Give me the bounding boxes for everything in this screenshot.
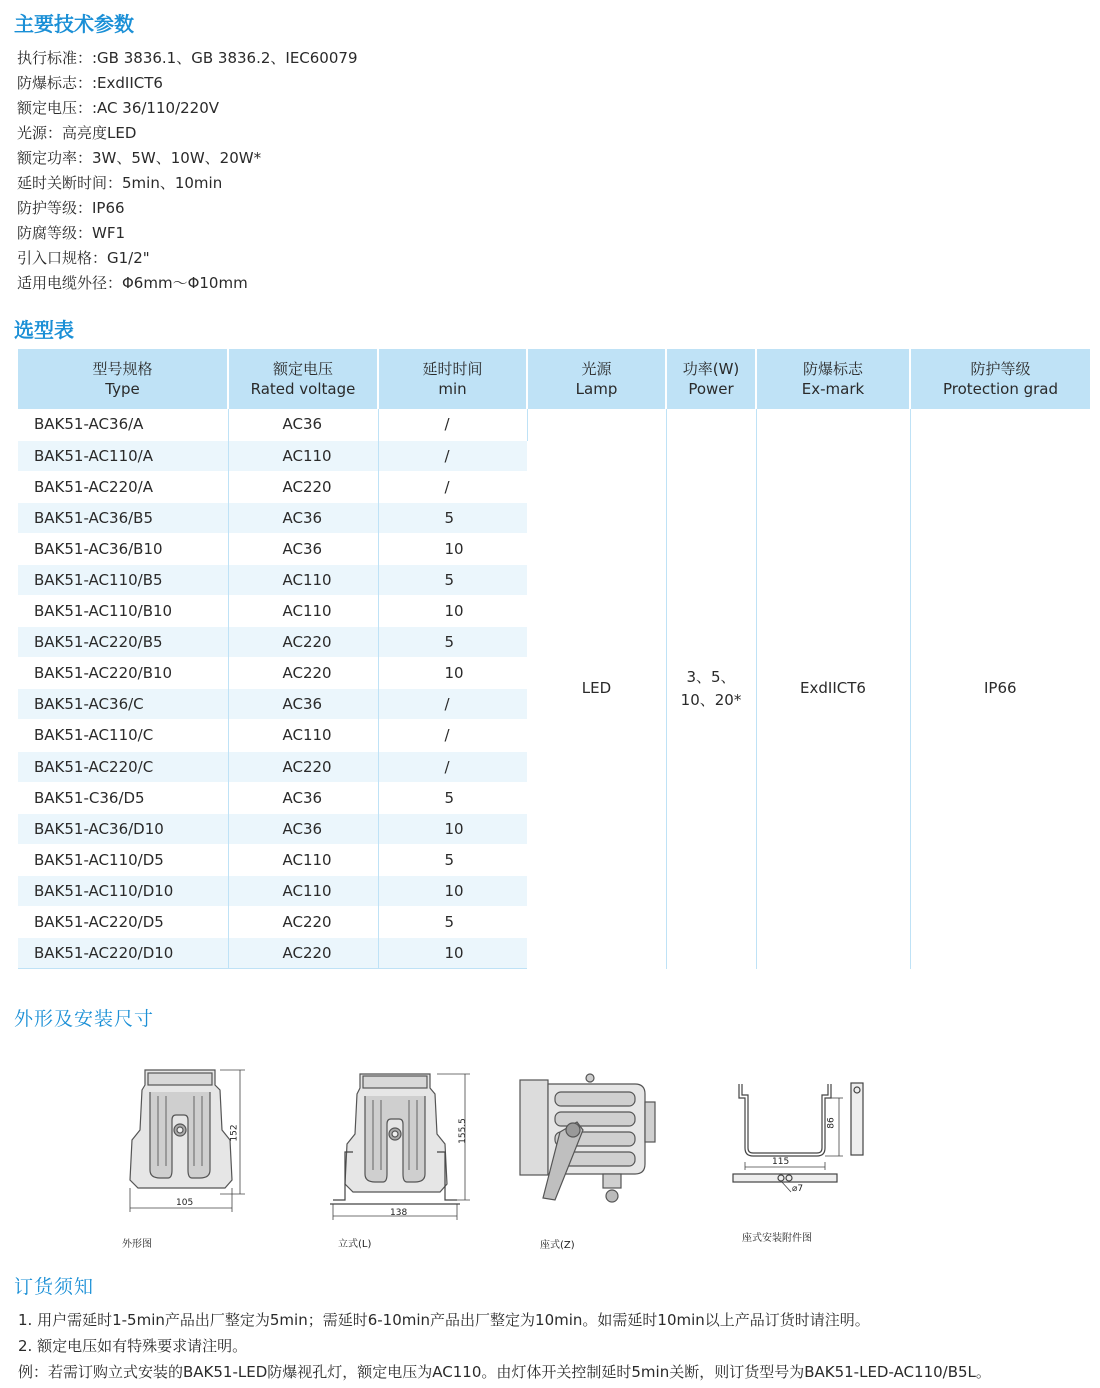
seat-mount-drawing bbox=[515, 1072, 665, 1212]
type-cell: BAK51-AC110/B10 bbox=[18, 596, 228, 627]
spec-list bbox=[17, 46, 357, 296]
fig1-height-label: 152 bbox=[229, 1124, 240, 1142]
header-cn-label: 延时时间 bbox=[422, 360, 483, 378]
fig1-caption: 外形图 bbox=[122, 1239, 152, 1250]
delay-cell: 10 bbox=[444, 539, 464, 558]
fig2-height-label: 155.5 bbox=[457, 1118, 468, 1144]
spec-line: 额定功率：3W、5W、10W、20W* bbox=[17, 149, 262, 167]
fig4-hole-label bbox=[792, 1184, 803, 1194]
type-cell: BAK51-AC220/D10 bbox=[18, 938, 228, 969]
header-cn-label: 型号规格 bbox=[92, 360, 153, 378]
voltage-cell: AC220 bbox=[228, 471, 378, 502]
type-cell: BAK51-AC110/C bbox=[18, 720, 228, 751]
header-cn-label: 光源 bbox=[581, 360, 612, 378]
delay-cell: 10 bbox=[378, 813, 527, 844]
voltage-cell: AC110 bbox=[228, 844, 378, 875]
ordering-note: 2. 额定电压如有特殊要求请注明。 bbox=[18, 1337, 248, 1355]
voltage-cell: AC36 bbox=[228, 502, 378, 533]
voltage-cell: AC110 bbox=[228, 596, 378, 627]
fig4-hole-value: 7 bbox=[797, 1184, 804, 1194]
table-header-cell bbox=[756, 349, 910, 409]
voltage-cell: AC36 bbox=[228, 813, 378, 844]
ordering-note: 例：若需订购立式安装的BAK51-LED防爆视孔灯，额定电压为AC110。由灯体开关控制延时5min关断，则订货型号为BAK51-LED-AC110/B5L。 bbox=[18, 1363, 991, 1381]
header-en-label: Type bbox=[105, 380, 140, 398]
table-header-cell bbox=[18, 349, 228, 409]
table-header-cell bbox=[666, 349, 756, 409]
voltage-cell: AC110 bbox=[228, 440, 378, 471]
ex-mark-value: ExdIICT6 bbox=[800, 679, 866, 698]
delay-cell: / bbox=[378, 409, 527, 440]
type-cell: BAK51-AC220/C bbox=[18, 751, 228, 782]
type-cell: BAK51-AC36/B5 bbox=[18, 502, 228, 533]
fig3-caption: 座式(Z) bbox=[540, 1240, 575, 1251]
delay-cell: / bbox=[444, 477, 450, 496]
selection-title: 选型表 bbox=[14, 318, 74, 342]
fig2-caption: 立式(L) bbox=[338, 1239, 372, 1250]
power-cell bbox=[666, 409, 756, 969]
spec-line: 防腐等级：WF1 bbox=[17, 224, 126, 242]
fig4-width-label: 115 bbox=[772, 1157, 790, 1167]
delay-cell: 5 bbox=[378, 564, 527, 595]
voltage-cell: AC220 bbox=[228, 658, 378, 689]
dimensions-title: 外形及安装尺寸 bbox=[14, 1008, 155, 1030]
voltage-cell: AC36 bbox=[228, 689, 378, 720]
voltage-cell: AC36 bbox=[228, 409, 378, 440]
header-cn-label: 功率(W) bbox=[682, 360, 740, 378]
voltage-cell: AC220 bbox=[228, 751, 378, 782]
header-en-label: Rated voltage bbox=[250, 380, 356, 398]
delay-cell: 10 bbox=[378, 875, 527, 906]
type-cell: BAK51-C36/D5 bbox=[18, 782, 228, 813]
spec-line: 执行标准：:GB 3836.1、GB 3836.2、IEC60079 bbox=[17, 49, 358, 67]
type-cell: BAK51-AC110/A bbox=[18, 440, 228, 471]
table-header-cell bbox=[378, 349, 527, 409]
delay-cell: 5 bbox=[444, 913, 455, 932]
lamp-cell bbox=[527, 409, 666, 969]
header-cn-label: 额定电压 bbox=[272, 360, 333, 378]
main-params-title: 主要技术参数 bbox=[14, 12, 134, 36]
ordering-title: 订货须知 bbox=[14, 1276, 95, 1298]
ordering-notes bbox=[18, 1307, 991, 1385]
table-row bbox=[18, 409, 1090, 440]
fig1-width-label: 105 bbox=[176, 1198, 194, 1208]
delay-cell: / bbox=[378, 689, 527, 720]
delay-cell: 5 bbox=[378, 627, 527, 658]
delay-cell: 5 bbox=[444, 788, 455, 807]
lamp-value: LED bbox=[581, 679, 612, 698]
delay-cell: 10 bbox=[444, 602, 464, 621]
type-cell: BAK51-AC36/B10 bbox=[18, 533, 228, 564]
delay-cell: 10 bbox=[378, 938, 527, 969]
protection-value: IP66 bbox=[983, 679, 1017, 698]
type-cell: BAK51-AC110/D5 bbox=[18, 844, 228, 875]
header-cn-label: 防爆标志 bbox=[802, 360, 863, 378]
voltage-cell: AC36 bbox=[228, 533, 378, 564]
type-cell: BAK51-AC110/D10 bbox=[18, 875, 228, 906]
fig2-width-label: 138 bbox=[390, 1208, 408, 1218]
voltage-cell: AC220 bbox=[228, 938, 378, 969]
header-en-label: Power bbox=[688, 380, 734, 398]
delay-cell: 10 bbox=[444, 664, 464, 683]
vertical-mount-drawing bbox=[325, 1060, 475, 1225]
power-line-1: 3、5、 bbox=[686, 667, 736, 686]
spec-line: 额定电压：:AC 36/110/220V bbox=[17, 99, 220, 117]
delay-cell: / bbox=[378, 751, 527, 782]
delay-cell: / bbox=[444, 726, 450, 745]
table-header-row bbox=[18, 349, 1090, 409]
type-cell: BAK51-AC220/B5 bbox=[18, 627, 228, 658]
delay-cell: 5 bbox=[444, 850, 455, 869]
header-en-label: min bbox=[438, 380, 467, 398]
diameter-icon: ⌀ bbox=[792, 1184, 798, 1194]
spec-line: 防护等级：IP66 bbox=[17, 199, 125, 217]
fig4-height-label: 86 bbox=[826, 1117, 837, 1129]
delay-cell: / bbox=[378, 440, 527, 471]
type-cell: BAK51-AC36/C bbox=[18, 689, 228, 720]
voltage-cell: AC220 bbox=[228, 907, 378, 938]
selection-table bbox=[18, 349, 1090, 969]
table-header-cell bbox=[527, 349, 666, 409]
spec-line: 延时关断时间：5min、10min bbox=[17, 174, 223, 192]
type-cell: BAK51-AC36/A bbox=[18, 409, 228, 440]
type-cell: BAK51-AC36/D10 bbox=[18, 813, 228, 844]
table-header-cell bbox=[910, 349, 1090, 409]
protection-cell bbox=[910, 409, 1090, 969]
power-line-2: 10、20* bbox=[680, 690, 742, 709]
spec-line: 光源：高亮度LED bbox=[17, 124, 137, 142]
voltage-cell: AC36 bbox=[228, 782, 378, 813]
voltage-cell: AC110 bbox=[228, 875, 378, 906]
ex-mark-cell bbox=[756, 409, 910, 969]
type-cell: BAK51-AC220/B10 bbox=[18, 658, 228, 689]
ordering-note: 1. 用户需延时1-5min产品出厂整定为5min；需延时6-10min产品出厂整定为10min。如需延时10min以上产品订货时请注明。 bbox=[18, 1311, 870, 1329]
fig4-caption: 座式安装附件图 bbox=[742, 1233, 812, 1244]
header-en-label: Lamp bbox=[575, 380, 618, 398]
delay-cell: 5 bbox=[378, 502, 527, 533]
spec-line: 防爆标志：:ExdIICT6 bbox=[17, 74, 163, 92]
type-cell: BAK51-AC220/A bbox=[18, 471, 228, 502]
type-cell: BAK51-AC220/D5 bbox=[18, 907, 228, 938]
voltage-cell: AC220 bbox=[228, 627, 378, 658]
voltage-cell: AC110 bbox=[228, 564, 378, 595]
header-cn-label: 防护等级 bbox=[970, 360, 1031, 378]
table-header-cell bbox=[228, 349, 378, 409]
header-en-label: Protection grad bbox=[942, 380, 1059, 398]
voltage-cell: AC110 bbox=[228, 720, 378, 751]
type-cell: BAK51-AC110/B5 bbox=[18, 564, 228, 595]
spec-line: 适用电缆外径：Φ6mm～Φ10mm bbox=[17, 274, 248, 292]
header-en-label: Ex-mark bbox=[801, 380, 865, 398]
spec-line: 引入口规格：G1/2" bbox=[17, 249, 150, 267]
seat-accessory-drawing bbox=[725, 1078, 875, 1200]
